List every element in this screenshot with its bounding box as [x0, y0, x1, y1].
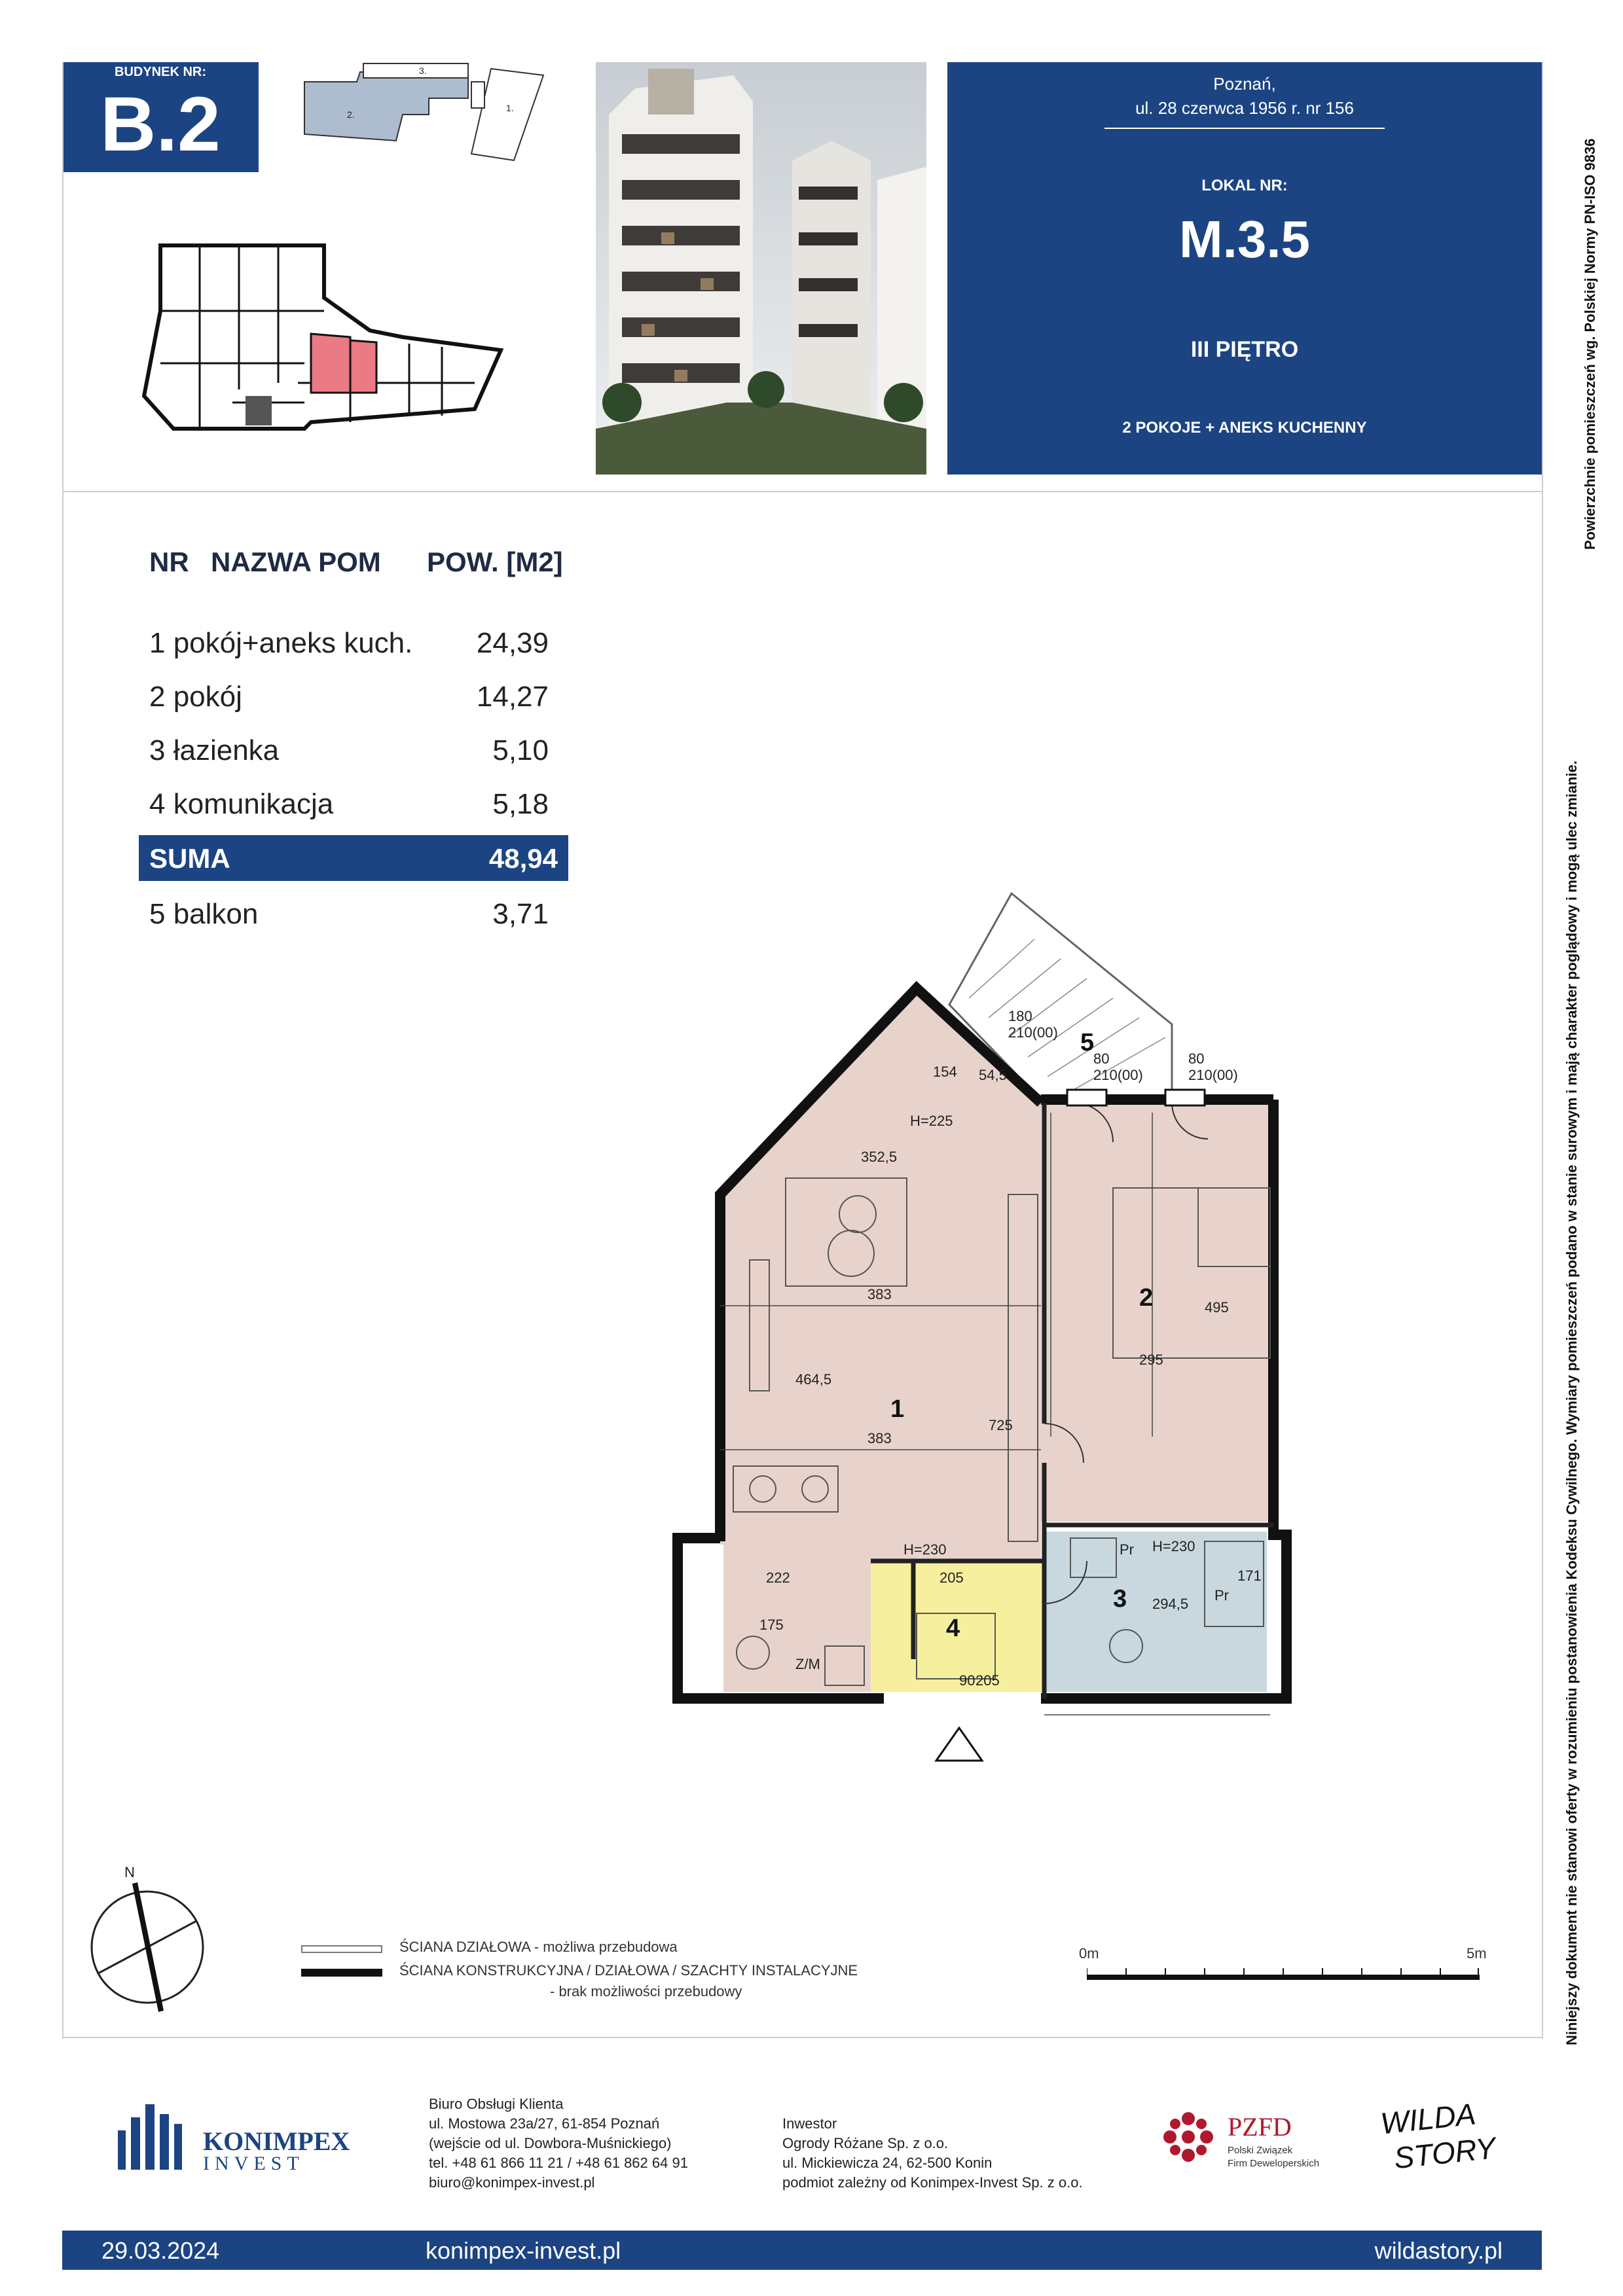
dim-label: 80	[1093, 1050, 1110, 1067]
dim-label: Pr	[1120, 1541, 1134, 1558]
dim-label: 205	[976, 1672, 1000, 1689]
room-number-2: 2	[1139, 1284, 1154, 1312]
dim-label: 383	[867, 1430, 892, 1446]
room-number-3: 3	[1113, 1585, 1127, 1613]
dim-label: 725	[989, 1417, 1013, 1433]
investor-info	[782, 2114, 1083, 2193]
room-area: 14,27	[476, 681, 549, 713]
address-city: Poznań,	[1213, 74, 1276, 94]
room-area: 24,39	[476, 627, 549, 659]
dim-label: 154	[933, 1064, 957, 1080]
site-label-2: 2.	[347, 109, 355, 120]
site-label-1: 1.	[506, 103, 514, 113]
legend-item-3: - brak możliwości przebudowy	[550, 1983, 742, 2000]
room-name: 4 komunikacja	[149, 788, 334, 820]
table-header-nr: NR	[149, 547, 189, 577]
office-phone[interactable]: tel. +48 61 866 11 21 / +48 61 862 64 91	[429, 2155, 688, 2171]
dim-label: H=230	[1152, 1538, 1195, 1554]
room-number-4: 4	[946, 1615, 960, 1642]
dim-label: 210(00)	[1093, 1067, 1143, 1083]
table-row	[149, 627, 568, 660]
table-row-balcony	[149, 898, 568, 931]
sum-row	[139, 835, 568, 881]
dim-label: 383	[867, 1286, 892, 1302]
dim-label: 90	[959, 1672, 976, 1689]
dim-label: 352,5	[861, 1149, 898, 1165]
header-divider	[62, 491, 1542, 492]
building-number: B.2	[100, 81, 221, 168]
office-email[interactable]: biuro@konimpex-invest.pl	[429, 2174, 595, 2191]
dim-label: 210(00)	[1008, 1024, 1058, 1041]
sum-label: SUMA	[149, 843, 230, 874]
pzfd-line-1: Polski Związek	[1228, 2145, 1293, 2156]
entrance-arrow-icon	[936, 1728, 982, 1761]
wilda-story-logo	[1375, 2088, 1532, 2179]
site-label-3: 3.	[419, 65, 427, 76]
footer-website-2[interactable]: wildastory.pl	[1374, 2237, 1503, 2264]
dim-label: 80	[1188, 1050, 1205, 1067]
room-area: 5,10	[492, 734, 549, 766]
address-divider	[1104, 128, 1385, 129]
scale-start-label: 0m	[1079, 1945, 1099, 1962]
office-entrance: (wejście od ul. Dowbora-Muśnickiego)	[429, 2135, 672, 2151]
unit-floor: III PIĘTRO	[1190, 337, 1299, 362]
site-key-plan	[298, 62, 579, 173]
dim-label: H=225	[910, 1113, 953, 1129]
pzfd-logo	[1156, 2098, 1352, 2176]
unit-number: M.3.5	[1178, 210, 1311, 268]
dim-label: 210(00)	[1188, 1067, 1238, 1083]
legend-item-2: ŚCIANA KONSTRUKCYJNA / DZIAŁOWA / SZACHTY INSTALACYJNE	[399, 1962, 858, 1979]
compass-north-label: N	[124, 1864, 135, 1880]
table-row	[149, 734, 568, 767]
room-number-1: 1	[890, 1395, 905, 1423]
right-border	[1542, 62, 1543, 2039]
sum-area: 48,94	[488, 843, 558, 874]
floor-key-plan	[134, 232, 534, 448]
building-render-image	[596, 62, 926, 475]
legend-structural-swatch	[301, 1969, 382, 1977]
office-contact	[429, 2094, 688, 2193]
room-name: 1 pokój+aneks kuch.	[149, 627, 413, 659]
legend-item-1: ŚCIANA DZIAŁOWA - możliwa przebudowa	[399, 1939, 678, 1955]
compass-icon	[85, 1859, 210, 2016]
dim-label: 205	[939, 1570, 964, 1586]
investor-title: Inwestor	[782, 2115, 837, 2132]
footer-date: 29.03.2024	[101, 2237, 220, 2264]
footer-bar	[62, 2231, 1542, 2270]
footer-website[interactable]: konimpex-invest.pl	[426, 2237, 621, 2264]
unit-highlight	[311, 334, 350, 393]
scale-end-label: 5m	[1467, 1945, 1487, 1962]
building-label: BUDYNEK NR:	[115, 65, 206, 79]
room-area: 5,18	[492, 788, 549, 820]
logo-konimpex-text: KONIMPEX	[203, 2126, 350, 2156]
room-number-5: 5	[1080, 1029, 1095, 1056]
disclaimer-line-1: Niniejszy dokument nie stanowi oferty w rozumieniu postanowienia Kodeksu Cywilnego. Wymiary pomieszczeń podano w stanie surowym i mają charakter poglądowy i mogą ulec zmianie.	[1563, 761, 1580, 2045]
dim-label: Pr	[1214, 1587, 1229, 1604]
dim-label: 175	[759, 1617, 784, 1633]
table-row	[149, 788, 568, 821]
unit-type: 2 POKOJE + ANEKS KUCHENNY	[1122, 419, 1367, 437]
building-badge	[62, 62, 259, 172]
investor-name: Ogrody Różane Sp. z o.o.	[782, 2135, 949, 2151]
dim-label: H=230	[903, 1541, 947, 1558]
konimpex-logo	[111, 2104, 386, 2176]
legend-partition-swatch	[301, 1945, 382, 1953]
dim-label: 180	[1008, 1008, 1032, 1024]
dim-label: Z/M	[795, 1656, 820, 1672]
dim-label: 464,5	[795, 1371, 832, 1388]
pzfd-line-2: Firm Deweloperskich	[1228, 2158, 1320, 2169]
investor-parent: podmiot zależny od Konimpex-Invest Sp. z o.o.	[782, 2174, 1083, 2191]
dim-label: 295	[1139, 1352, 1163, 1368]
wilda-text: WILDA	[1379, 2096, 1478, 2141]
logo-invest-text: INVEST	[203, 2153, 304, 2174]
investor-address: ul. Mickiewicza 24, 62-500 Konin	[782, 2155, 993, 2171]
unit-info-panel	[947, 62, 1542, 475]
dim-label: 495	[1205, 1299, 1229, 1316]
table-header-area: POW. [M2]	[427, 547, 563, 577]
room-name: 3 łazienka	[149, 734, 280, 766]
dim-label: 171	[1237, 1568, 1262, 1584]
footer-divider	[62, 2037, 1542, 2038]
room-area: 3,71	[492, 898, 549, 930]
floor-plan	[668, 887, 1309, 1803]
table-row	[149, 681, 568, 713]
unit-label: LOKAL NR:	[1201, 177, 1288, 194]
left-border	[62, 62, 64, 2039]
room-name: 2 pokój	[149, 681, 242, 713]
table-header-name: NAZWA POM	[211, 547, 381, 577]
pzfd-name: PZFD	[1228, 2112, 1292, 2142]
scale-bar	[1087, 1967, 1480, 1986]
disclaimer-line-2: Powierzchnie pomieszczeń wg. Polskiej Normy PN-ISO 9836	[1582, 138, 1598, 550]
dim-label: 54,5	[979, 1067, 1007, 1083]
dim-label: 294,5	[1152, 1596, 1189, 1612]
dim-label: 222	[766, 1570, 790, 1586]
office-title: Biuro Obsługi Klienta	[429, 2096, 564, 2112]
room-name: 5 balkon	[149, 898, 259, 930]
office-address: ul. Mostowa 23a/27, 61-854 Poznań	[429, 2115, 660, 2132]
address-street: ul. 28 czerwca 1956 r. nr 156	[1135, 98, 1354, 118]
story-text: STORY	[1392, 2130, 1498, 2176]
